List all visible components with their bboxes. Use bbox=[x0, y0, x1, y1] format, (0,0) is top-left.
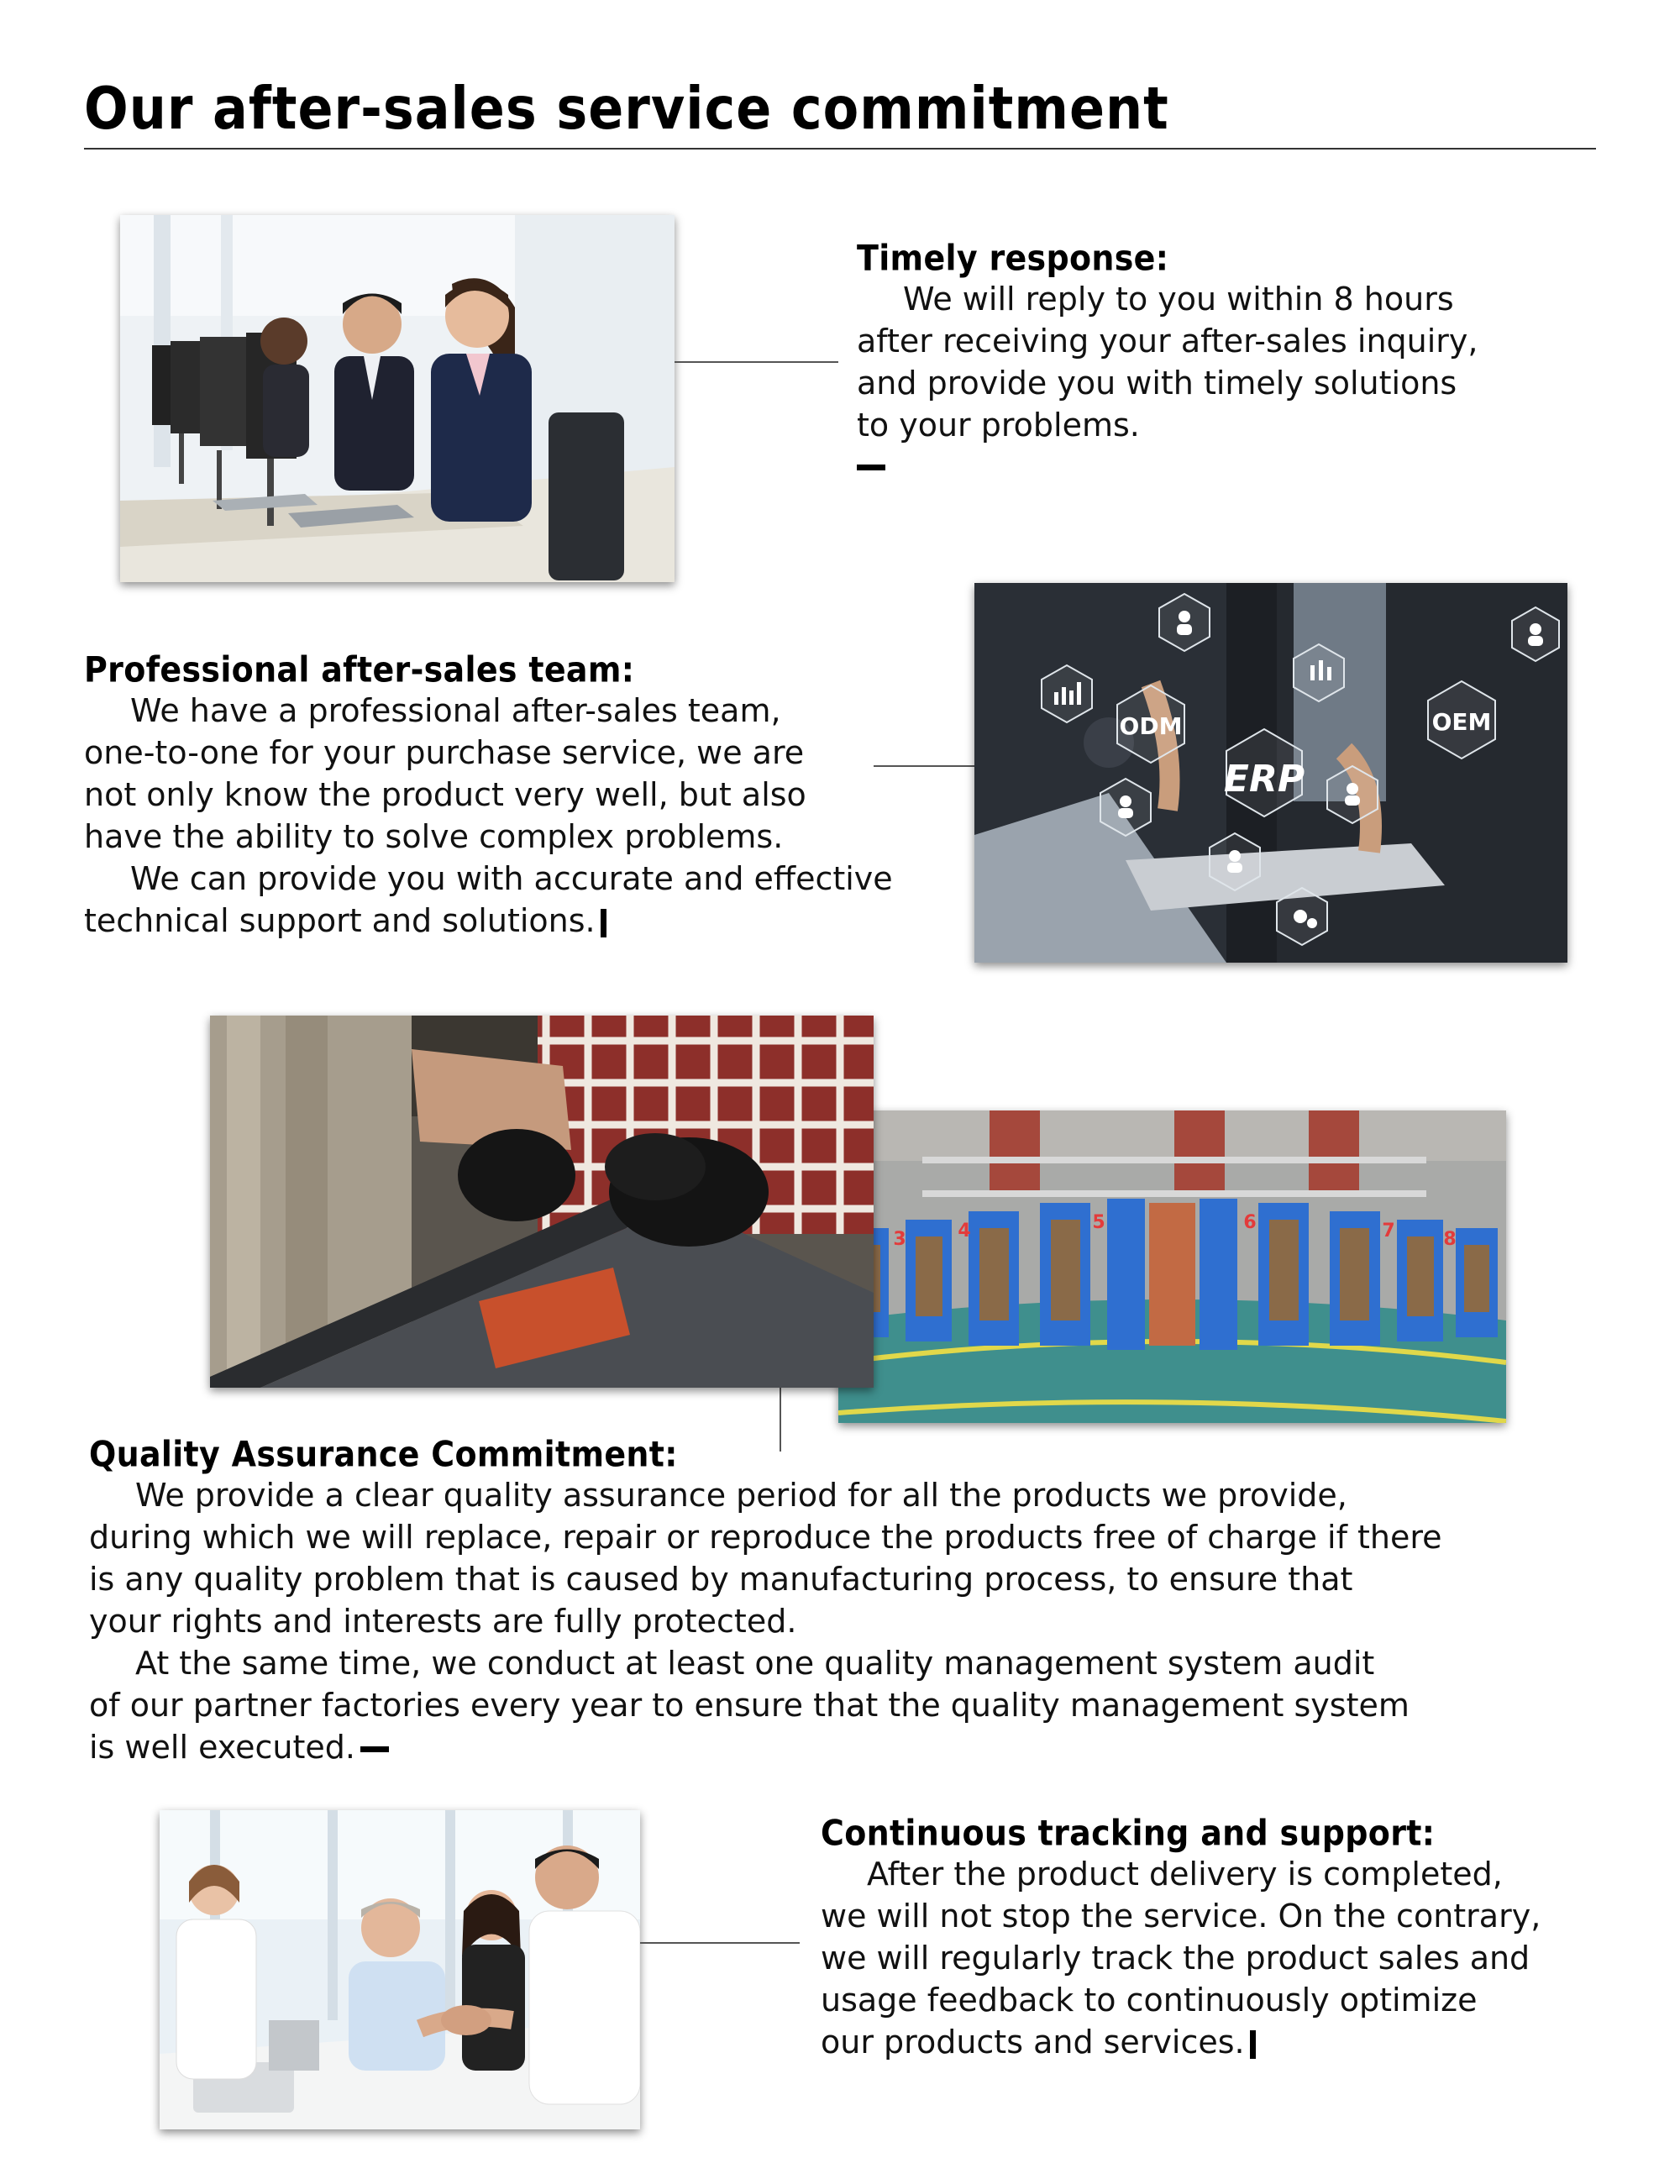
section-paragraph: We provide a clear quality assurance period for all the products we provide, during which we will replace, repair or reproduce the products free of charge if there is any quality problem that is caused by manufacturing process, to ensure that your rights and interests are fully protected. bbox=[89, 1477, 1442, 1640]
section-professional-team bbox=[84, 649, 966, 942]
machine-number: 4 bbox=[958, 1221, 971, 1242]
section-continuous-tracking bbox=[821, 1813, 1661, 2063]
text-cursor-mark bbox=[1250, 2030, 1256, 2059]
connector-line-4 bbox=[640, 1942, 800, 1944]
section-heading: Professional after-sales team: bbox=[84, 649, 635, 690]
section-heading: Quality Assurance Commitment: bbox=[89, 1434, 678, 1475]
business-network-photo bbox=[974, 583, 1567, 963]
text-cursor-mark bbox=[360, 1746, 389, 1752]
section-paragraph bbox=[821, 1853, 1661, 2063]
page-title: Our after-sales service commitment bbox=[84, 74, 1169, 143]
machine-number: 3 bbox=[893, 1229, 906, 1250]
oem-label: OEM bbox=[1431, 708, 1492, 736]
text-cursor-mark bbox=[857, 465, 885, 470]
section-timely-response bbox=[857, 238, 1613, 470]
paragraph-text: We can provide you with accurate and effective technical support and solutions. bbox=[84, 860, 893, 939]
text-cursor-mark bbox=[601, 909, 606, 937]
section-paragraph: We will reply to you within 8 hours after receiving your after-sales inquiry, and provide you with timely solutions to your problems. bbox=[857, 281, 1478, 444]
machine-number: 5 bbox=[1092, 1212, 1105, 1233]
machine-number: 8 bbox=[1443, 1229, 1457, 1250]
machine-number: 6 bbox=[1243, 1212, 1257, 1233]
odm-label: ODM bbox=[1119, 712, 1183, 740]
paragraph-text: At the same time, we conduct at least one quality management system audit of our partner factories every year to ensure that the quality management system is well executed. bbox=[89, 1645, 1410, 1766]
factory-machines-photo bbox=[838, 1110, 1506, 1423]
paragraph-text: After the product delivery is completed, we will not stop the service. On the contrary, we will regularly track the product sales and usage feedback to continuously optimize our products and services. bbox=[821, 1856, 1541, 2061]
hands-metal-sheet-photo bbox=[210, 1016, 874, 1388]
machine-number: 7 bbox=[1382, 1221, 1395, 1242]
section-heading: Continuous tracking and support: bbox=[821, 1813, 1436, 1854]
section-paragraph bbox=[84, 858, 966, 942]
section-heading: Timely response: bbox=[857, 238, 1169, 279]
title-divider bbox=[84, 148, 1596, 150]
connector-line-2 bbox=[874, 765, 974, 767]
section-paragraph: We have a professional after-sales team, one-to-one for your purchase service, we are not only know the product very well, but also have the ability to solve complex problems. bbox=[84, 692, 806, 855]
section-quality-assurance bbox=[89, 1434, 1618, 1768]
erp-label: ERP bbox=[1223, 758, 1305, 801]
section-paragraph bbox=[89, 1642, 1618, 1768]
business-handshake-photo bbox=[160, 1810, 640, 2129]
call-center-photo bbox=[120, 215, 675, 582]
connector-line-1 bbox=[675, 361, 838, 363]
